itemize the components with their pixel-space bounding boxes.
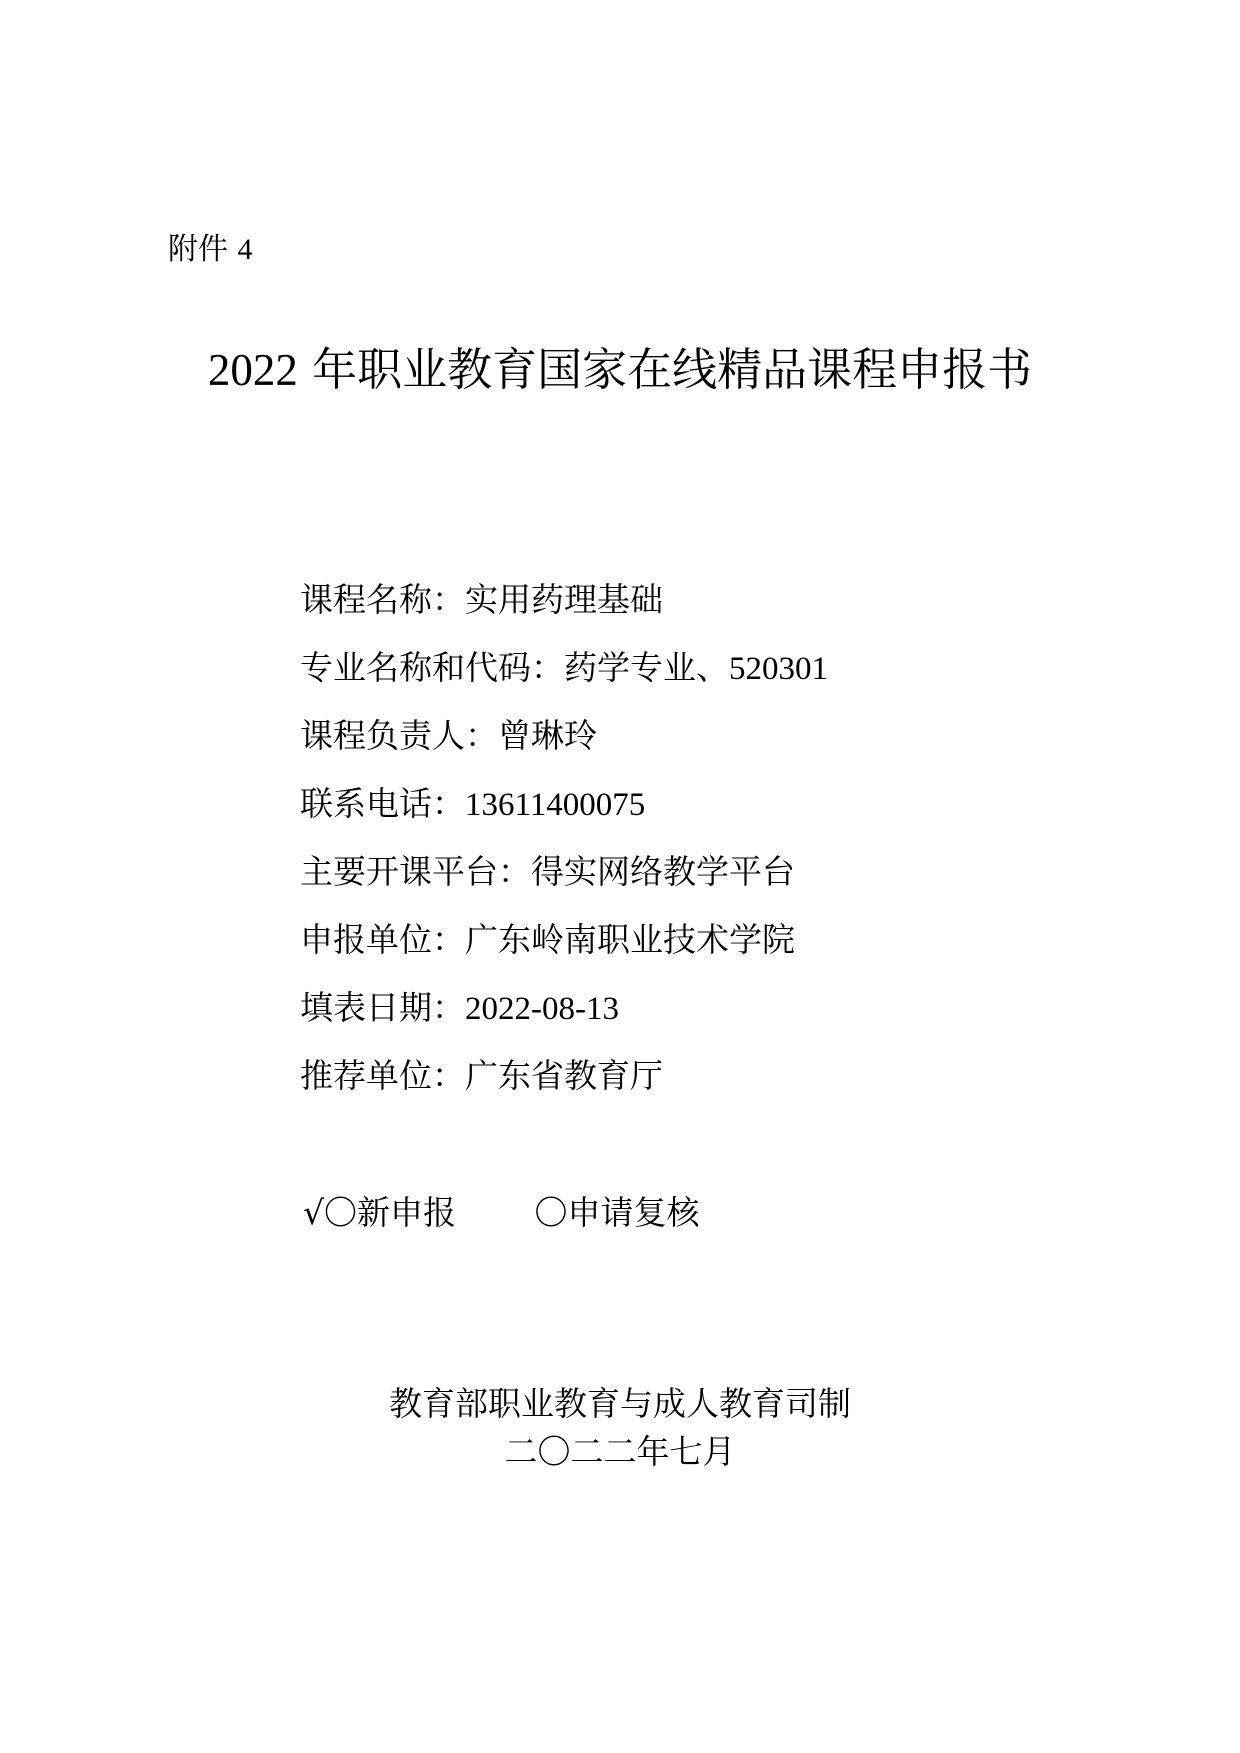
- info-row-phone: [300, 779, 828, 847]
- info-value-phone: 13611400075: [465, 787, 646, 823]
- footer-issuer: 教育部职业教育与成人教育司制: [389, 1384, 851, 1423]
- document-title: [0, 340, 1240, 400]
- info-label: 主要开课平台：: [300, 852, 531, 891]
- info-value: 广东岭南职业技术学院: [465, 920, 795, 959]
- info-row-course-leader: [300, 711, 828, 779]
- info-label: 专业名称和代码：: [300, 648, 564, 687]
- info-row-major: [300, 643, 828, 711]
- info-row-applicant-unit: [300, 915, 828, 983]
- info-value-date: 2022-08-13: [465, 991, 619, 1027]
- info-row-fill-date: [300, 983, 828, 1051]
- info-value: 广东省教育厅: [465, 1056, 663, 1095]
- info-label: 联系电话：: [300, 784, 465, 823]
- info-row-recommending-unit: [300, 1051, 828, 1119]
- title-text: 年职业教育国家在线精品课程申报书: [312, 343, 1033, 396]
- attachment-number: 4: [237, 233, 253, 266]
- footer: [0, 1380, 1240, 1476]
- info-label: 申报单位：: [300, 920, 465, 959]
- info-value: 药学专业、: [564, 648, 729, 687]
- title-year: 2022: [207, 345, 298, 395]
- application-type-options: [303, 1188, 700, 1238]
- info-value: 得实网络教学平台: [531, 852, 795, 891]
- attachment-text: 附件: [168, 232, 228, 267]
- info-value: 曾琳玲: [498, 716, 597, 755]
- footer-date: 二〇二二年七月: [504, 1432, 736, 1471]
- info-list: [300, 575, 828, 1119]
- option-review-application: 〇申请复核: [534, 1193, 700, 1232]
- attachment-label: [168, 230, 253, 270]
- info-label: 课程名称：: [300, 580, 465, 619]
- info-label: 推荐单位：: [300, 1056, 465, 1095]
- info-row-course-name: [300, 575, 828, 643]
- info-label: 填表日期：: [300, 988, 465, 1027]
- info-value: 实用药理基础: [465, 580, 663, 619]
- option-new-application: √〇新申报: [303, 1193, 457, 1232]
- info-value-code: 520301: [729, 651, 828, 687]
- info-row-platform: [300, 847, 828, 915]
- info-label: 课程负责人：: [300, 716, 498, 755]
